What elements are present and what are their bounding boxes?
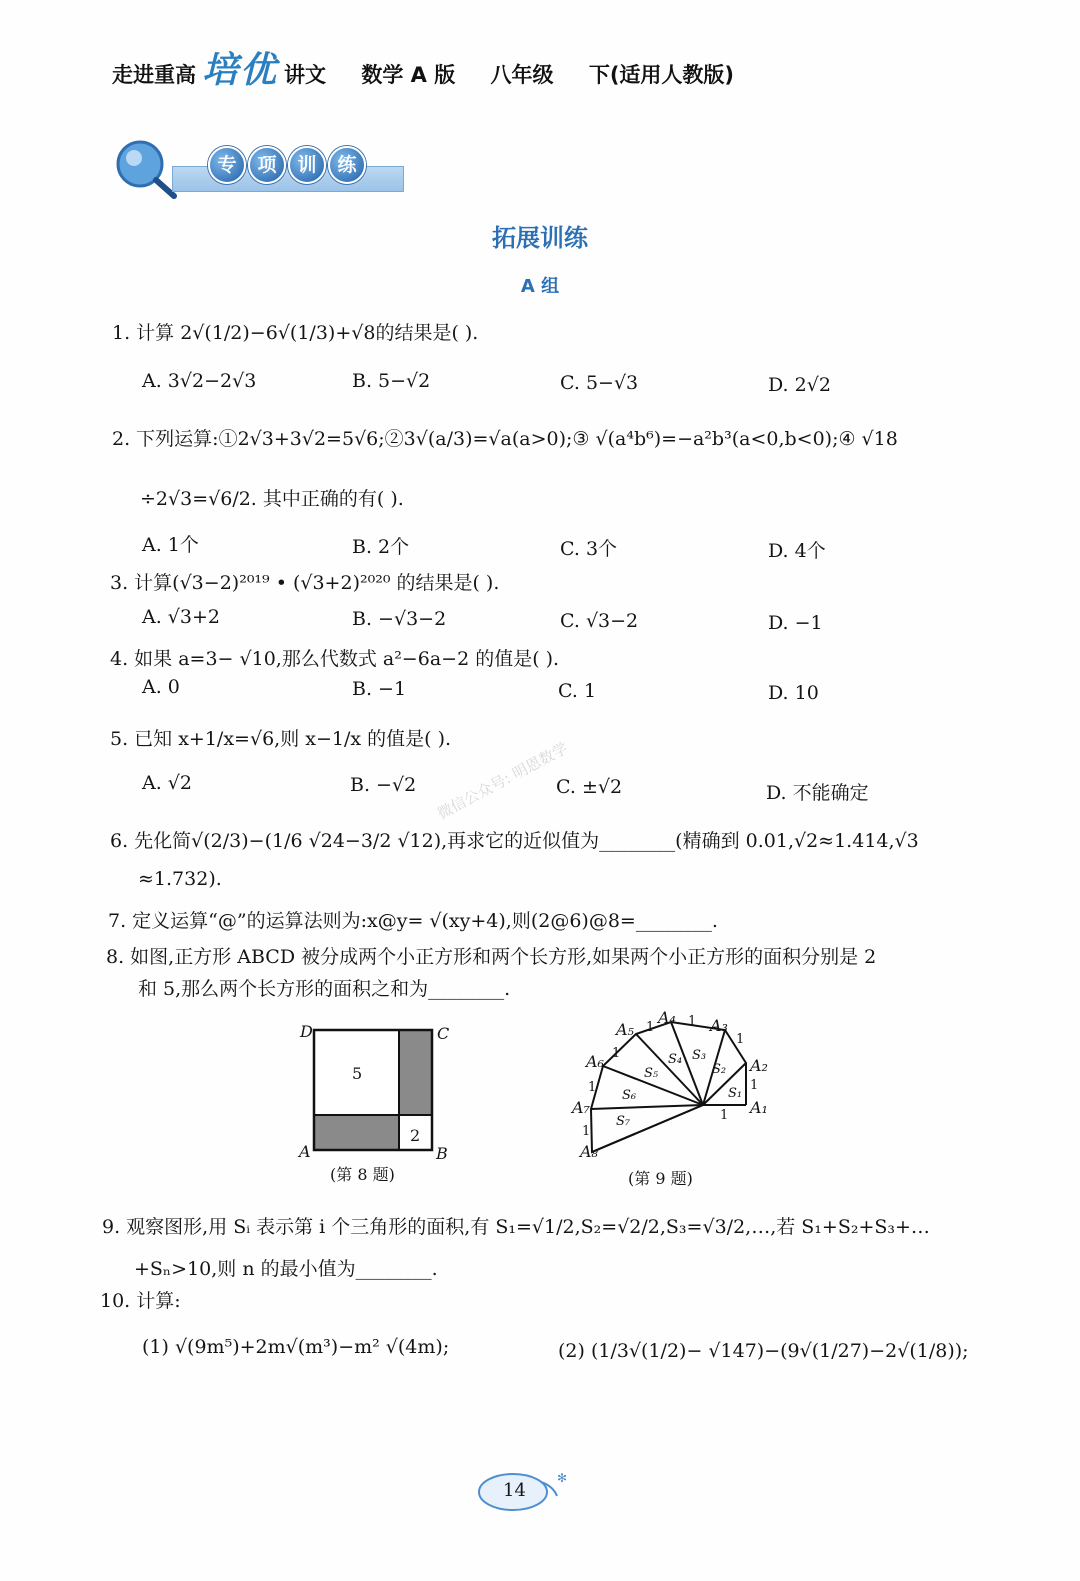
header-subject: 数学 A 版	[361, 63, 456, 87]
watermark-text: 微信公众号: 明恩数学	[434, 738, 571, 823]
q5-option-c: C. ±√2	[556, 776, 623, 798]
q5-option-a: A. √2	[142, 772, 192, 794]
header-type: 讲文	[284, 63, 327, 87]
section-badge	[112, 138, 404, 202]
section-title: 拓展训练	[492, 224, 588, 252]
header-series: 走进重高	[112, 63, 196, 87]
fig8-rect-bottom	[314, 1115, 399, 1150]
fig8-label-c: C	[437, 1024, 450, 1043]
q7-stem: 7. 定义运算“@”的运算法则为:x@y= √(xy+4),则(2@6)@8=________.	[108, 910, 718, 932]
fig9-point-a2: A₂	[750, 1056, 768, 1075]
q5-option-d: D. 不能确定	[766, 782, 869, 804]
q2-stem: 2. 下列运算:①2√3+3√2=5√6;②3√(a/3)=√a(a>0);③ √(a⁴b⁶)=−a²b³(a<0,b<0);④ √18	[112, 428, 898, 450]
q2-option-b: B. 2个	[352, 536, 410, 558]
q6-line1: 6. 先化简√(2/3)−(1/6 √24−3/2 √12),再求它的近似值为________(精确到 0.01,√2≈1.414,√3	[110, 830, 919, 852]
fig8-label-2: 2	[410, 1126, 421, 1145]
q1-option-d: D. 2√2	[768, 374, 831, 396]
q9-line2: +Sₙ>10,则 n 的最小值为________.	[134, 1258, 438, 1280]
q3-option-a: A. √3+2	[142, 606, 221, 628]
fig8-label-a: A	[299, 1142, 311, 1161]
q2-option-a: A. 1个	[142, 534, 199, 556]
fig9-point-a5: A₅	[616, 1020, 634, 1039]
q1-stem: 1. 计算 2√(1/2)−6√(1/3)+√8的结果是( ).	[112, 322, 479, 344]
q1-option-a: A. 3√2−2√3	[142, 370, 257, 392]
q4-option-c: C. 1	[558, 680, 597, 702]
q3-stem: 3. 计算(√3−2)²⁰¹⁹ • (√3+2)²⁰²⁰ 的结果是( ).	[110, 572, 500, 594]
fig9-side-label: 1	[750, 1078, 759, 1093]
fig9-spiral	[570, 1006, 770, 1162]
fig9-point-a6: A₆	[586, 1052, 604, 1071]
fig9-side-label: 1	[588, 1080, 597, 1095]
q10-stem: 10. 计算:	[100, 1290, 181, 1312]
fig9-side-label: 1	[612, 1046, 621, 1061]
q2-option-c: C. 3个	[560, 538, 618, 560]
q6-line2: ≈1.732).	[138, 868, 222, 890]
q2-stem-cont: ÷2√3=√6/2. 其中正确的有( ).	[140, 488, 404, 510]
q5-stem: 5. 已知 x+1/x=√6,则 x−1/x 的值是( ).	[110, 728, 452, 750]
badge-char-4: 练	[328, 146, 366, 184]
page-number: 14	[503, 1480, 526, 1501]
fig9-area-s2: S₂	[712, 1062, 727, 1077]
badge-char-3: 训	[288, 146, 326, 184]
q3-option-b: B. −√3−2	[352, 608, 447, 630]
q10-part1: (1) √(9m⁵)+2m√(m³)−m² √(4m);	[142, 1336, 450, 1358]
header-volume: 下(适用人教版)	[588, 63, 735, 87]
q3-option-d: D. −1	[768, 612, 823, 634]
group-label: A 组	[520, 276, 560, 297]
header-grade: 八年级	[490, 63, 554, 87]
figure-9	[570, 1006, 770, 1162]
q4-option-d: D. 10	[768, 682, 819, 704]
q8-line1: 8. 如图,正方形 ABCD 被分成两个小正方形和两个长方形,如果两个小正方形的面积分别是 2	[106, 946, 877, 968]
fig8-caption: (第 8 题)	[330, 1165, 395, 1184]
q8-line2: 和 5,那么两个长方形的面积之和为________.	[138, 978, 511, 1000]
fig8-rect-right	[399, 1030, 432, 1115]
fig9-point-a4: A₄	[658, 1008, 676, 1027]
q5-option-b: B. −√2	[350, 774, 417, 796]
fig9-area-s1: S₁	[728, 1086, 743, 1101]
q10-part2: (2) (1/3√(1/2)− √147)−(9√(1/27)−2√(1/8));	[558, 1340, 969, 1362]
fig9-point-a3: A₃	[710, 1016, 728, 1035]
header-brand: 培优	[202, 50, 279, 91]
badge-char-1: 专	[208, 146, 246, 184]
q4-option-b: B. −1	[352, 678, 407, 700]
fig9-point-a8: A₈	[580, 1142, 598, 1161]
fig9-side-label: 1	[720, 1108, 729, 1123]
fig8-label-d: D	[300, 1022, 313, 1041]
magnifier-icon	[112, 138, 176, 200]
fig9-side-label: 1	[582, 1124, 591, 1139]
page-number-badge	[475, 1468, 568, 1514]
q1-option-c: C. 5−√3	[560, 372, 639, 394]
q4-stem: 4. 如果 a=3− √10,那么代数式 a²−6a−2 的值是( ).	[110, 648, 560, 670]
fig9-area-s5: S₅	[644, 1066, 659, 1081]
fig9-caption: (第 9 题)	[628, 1169, 693, 1188]
q4-option-a: A. 0	[142, 676, 180, 698]
fig9-area-s6: S₆	[622, 1088, 637, 1103]
q1-option-b: B. 5−√2	[352, 370, 431, 392]
q9-line1: 9. 观察图形,用 Sᵢ 表示第 i 个三角形的面积,有 S₁=√1/2,S₂=√2/2,S₃=√3/2,…,若 S₁+S₂+S₃+…	[102, 1216, 930, 1238]
fig8-label-b: B	[436, 1144, 448, 1163]
fig9-side-label: 1	[688, 1014, 697, 1029]
book-header	[112, 42, 734, 93]
fig9-point-a1: A₁	[750, 1098, 768, 1117]
fig9-area-s4: S₄	[668, 1052, 683, 1067]
fig9-side-label: 1	[646, 1020, 655, 1035]
svg-text:✻: ✻	[557, 1471, 568, 1485]
fig9-point-a7: A₇	[572, 1098, 590, 1117]
fig9-side-label: 1	[736, 1032, 745, 1047]
fig8-label-5: 5	[352, 1064, 363, 1083]
fig9-area-s3: S₃	[692, 1048, 707, 1063]
badge-char-2: 项	[248, 146, 286, 184]
q3-option-c: C. √3−2	[560, 610, 639, 632]
fig9-area-s7: S₇	[616, 1114, 631, 1129]
q2-option-d: D. 4个	[768, 540, 826, 562]
